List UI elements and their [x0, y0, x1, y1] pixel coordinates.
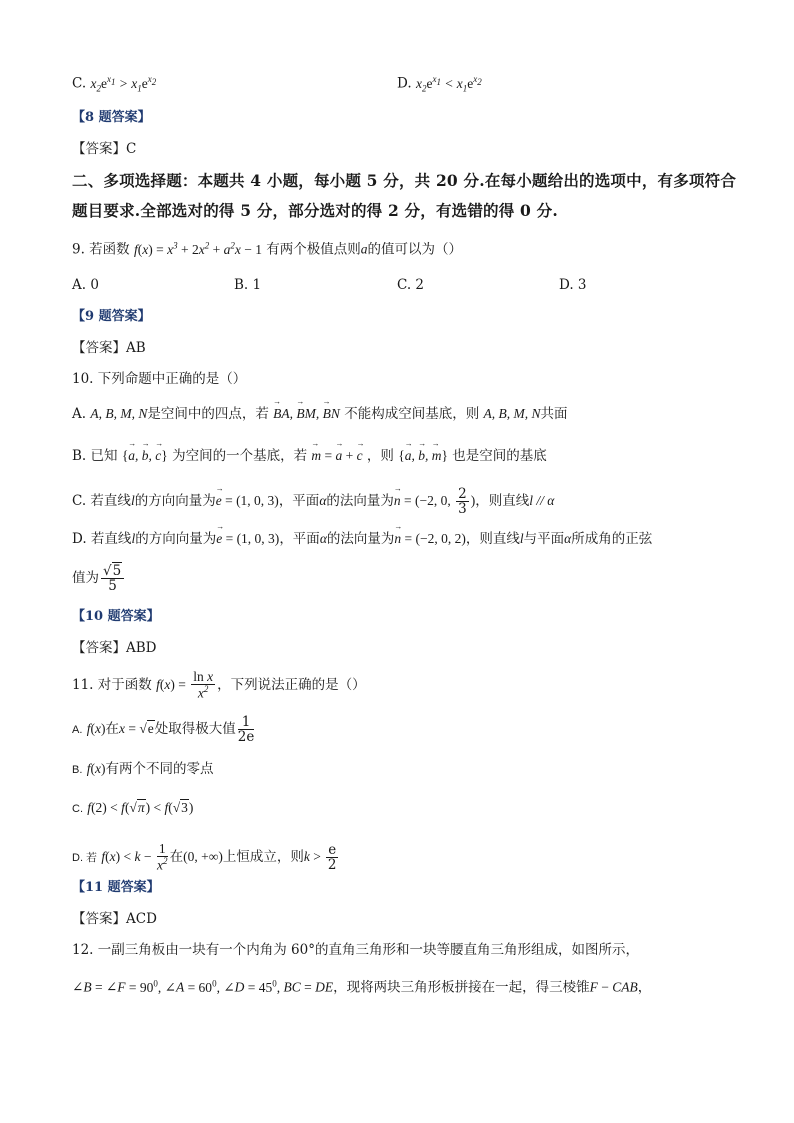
- q8-answer-heading: 【8 题答案】: [72, 110, 151, 125]
- q9-stem: 9. 若函数 $f(x) = x^3 + 2x^2 + a^2x - 1$ 有两个极值点则a的值可以为（）: [72, 240, 463, 258]
- q10-option-a: A. A, B, M, N是空间中的四点，若 → BA, → BM, → BN 不能构成空间基底，则 A, B, M, N共面: [72, 406, 568, 422]
- q10-stem: 10. 下列命题中正确的是（）: [72, 371, 247, 387]
- q11-answer: 【答案】ACD: [72, 911, 157, 927]
- q11-answer-heading: 【11 题答案】: [72, 880, 160, 895]
- q9-answer: 【答案】AB: [72, 340, 146, 356]
- q9-answer-heading: 【9 题答案】: [72, 309, 151, 324]
- q9-option-d: D. 3: [559, 277, 587, 293]
- q9-option-a: A. 0: [72, 277, 99, 293]
- q10-option-d-line-2: 值为 $\frac{√5}{5}$: [72, 564, 126, 593]
- q8-option-c: C. $x_2e^{x_1} > x_1e^{x_2}$: [72, 74, 157, 94]
- q9-option-c: C. 2: [397, 277, 425, 293]
- q8-option-d: D. $x_2e^{x_1} < x_1e^{x_2}$: [397, 74, 482, 94]
- q10-option-d: D. 若直线l的方向向量为→ e = (1, 0, 3)，平面α的法向量为→ n = (−2, 0, 2)，则直线l与平面α所成角的正弦: [72, 531, 652, 547]
- q11-option-b: B. f(x)有两个不同的零点: [72, 761, 214, 777]
- q10-option-b: B. 已知 {→ a, → b, → c} 为空间的一个基底，若 → m = → a + → c ，则 {→ a, → b, → m} 也是空间的基底: [72, 448, 547, 464]
- q11-option-d: D. 若 f(x) < k − $\frac{1}{x^2}$ 在(0, +∞)上恒成立，则k > $\frac{e}{2}$: [72, 841, 337, 873]
- q8-answer: 【答案】C: [72, 141, 137, 157]
- q12-line-2: ∠B = ∠F = $90^0$, ∠A = $60^0$, ∠D = $45^0$, BC = DE，现将两块三角形板拼接在一起，得三棱锥F − CAB，: [72, 978, 652, 996]
- q10-answer-heading: 【10 题答案】: [72, 609, 160, 624]
- q11-option-c: C. f(2) < f(√π) < f(√3): [72, 800, 194, 815]
- q10-option-c: C. 若直线l的方向向量为→ e = (1, 0, 3)，平面α的法向量为→ n = (−2, 0, $\frac{2}{3}$ )，则直线l // α: [72, 487, 554, 516]
- q12-line-1: 12. 一副三角板由一块有一个内角为 60°的直角三角形和一块等腰直角三角形组成，如图所示，: [72, 942, 639, 958]
- q9-option-b: B. 1: [234, 277, 262, 293]
- q11-option-a: A. f(x)在x = √e处取得极大值 $\frac{1}{2e}$: [72, 714, 255, 746]
- q10-answer: 【答案】ABD: [72, 640, 157, 656]
- section-2-line-2: 题目要求.全部选对的得 5 分，部分选对的得 2 分，有选错的得 0 分.: [72, 201, 558, 220]
- section-2-line-1: 二、多项选择题：本题共 4 小题，每小题 5 分，共 20 分.在每小题给出的选项中，有多项符合: [72, 171, 737, 190]
- q11-stem: 11. 对于函数 f(x) = $\frac{\text{ln x}}{x^2}$ ，下列说法正确的是（）: [72, 669, 366, 701]
